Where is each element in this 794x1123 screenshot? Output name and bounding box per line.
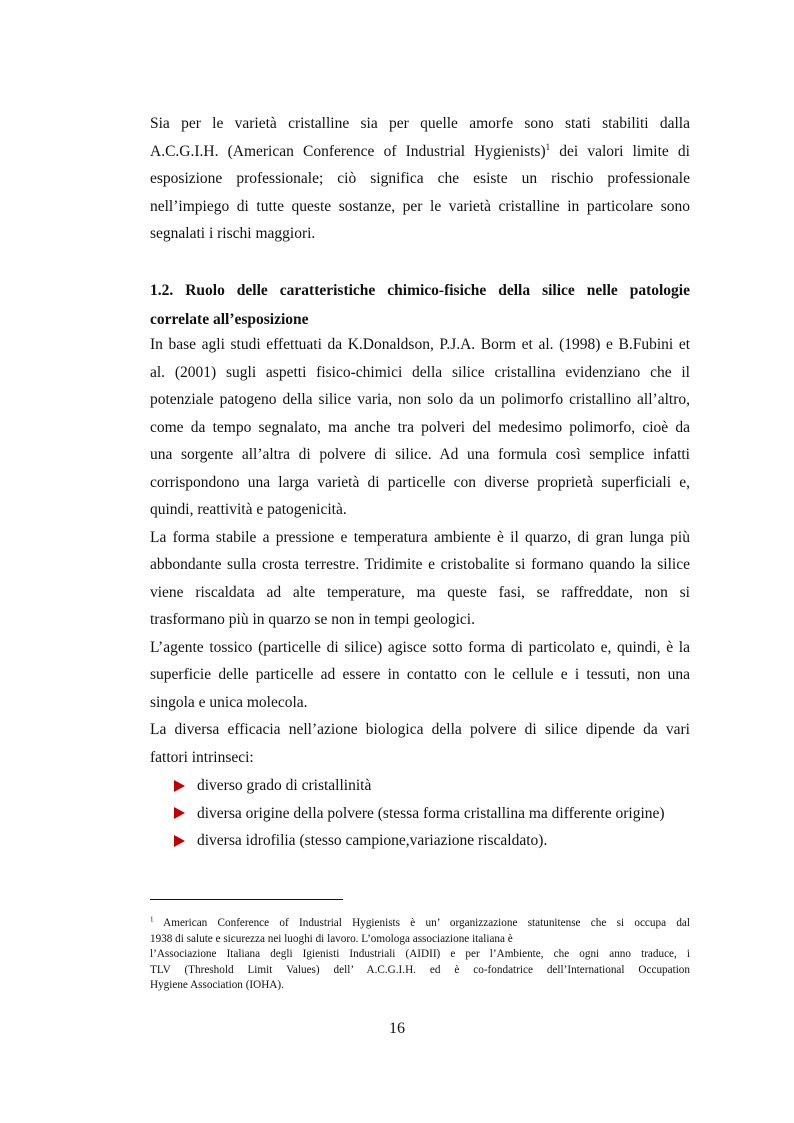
list-item-text: diversa origine della polvere (stessa forma cristallina ma differente origine) — [197, 804, 665, 822]
body-line: viene riscaldata ad alte temperature, ma queste fasi, se raffreddate, non si — [150, 583, 690, 601]
footnote-separator — [150, 899, 343, 900]
footnote-line: 1938 di salute e sicurezza nei luoghi di lavoro. L’omologa associazione italiana è — [150, 932, 513, 945]
list-item — [174, 827, 665, 855]
list-item-text: diversa idrofilia (stesso campione,variazione riscaldato). — [197, 832, 548, 849]
intro-line: Sia per le varietà cristalline sia per quelle amorfe sono stati stabiliti dalla — [150, 115, 690, 132]
body-line: trasformano più in quarzo se non in tempi geologici. — [150, 611, 475, 628]
footnote-line: TLV (Threshold Limit Values) dell’ A.C.G.I.H. ed è co-fondatrice dell’International Occupation — [150, 963, 690, 976]
bullet-list — [174, 772, 665, 855]
body-line: fattori intrinseci: — [150, 748, 254, 766]
body-line: come da tempo segnalato, ma anche tra polveri del medesimo polimorfo, cioè da — [150, 418, 690, 436]
body-line: corrispondono una larga varietà di particelle con diverse proprietà superficiali e, — [150, 473, 690, 491]
footnote — [150, 916, 690, 994]
list-item — [174, 772, 665, 800]
body-line: potenziale patogeno della silice varia, non solo da un polimorfo cristallino all’altro, — [150, 391, 690, 408]
body-line: abbondante sulla crosta terrestre. Tridimite e cristobalite si formano quando la silice — [150, 556, 690, 573]
body-line: al. (2001) sugli aspetti fisico-chimici della silice cristallina evidenziano che il — [150, 363, 690, 381]
body-line: La forma stabile a pressione e temperatura ambiente è il quarzo, di gran lunga più — [150, 528, 690, 546]
intro-line — [150, 138, 690, 166]
body-line: quindi, reattività e patogenicità. — [150, 501, 347, 518]
body-line: singola e unica molecola. — [150, 693, 308, 711]
body-text — [150, 331, 690, 771]
page-number: 16 — [389, 1020, 405, 1037]
footnote-reference: 1 — [545, 141, 551, 152]
list-item — [174, 800, 665, 828]
section-heading — [150, 276, 690, 334]
intro-paragraph — [150, 110, 690, 248]
section-heading-line: correlate all’esposizione — [150, 311, 309, 328]
footnote-line-text: American Conference of Industrial Hygienists è un’ organizzazione statunitense che si occupa dal — [153, 917, 690, 929]
body-line: superficie delle particelle ad essere in contatto con le cellule e i tessuti, non una — [150, 666, 690, 683]
intro-line: nell’impiego di tutte queste sostanze, per le varietà cristalline in particolare sono — [150, 197, 690, 215]
arrow-bullet-icon — [174, 780, 185, 792]
section-heading-line: 1.2. Ruolo delle caratteristiche chimico-fisiche della silice nelle patologie — [150, 282, 690, 299]
body-line: una sorgente all’altra di polvere di silice. Ad una formula così semplice infatti — [150, 446, 690, 463]
body-line: La diversa efficacia nell’azione biologica della polvere di silice dipende da vari — [150, 721, 690, 738]
footnote-line: Hygiene Association (IOHA). — [150, 979, 284, 992]
intro-line-text: A.C.G.I.H. (American Conference of Industrial Hygienists) — [150, 142, 546, 160]
footnote-marker: 1 — [150, 915, 154, 924]
list-item-text: diverso grado di cristallinità — [197, 777, 372, 794]
footnote-line — [150, 916, 690, 932]
footnote-line: l’Associazione Italiana degli Igienisti Industriali (AIDII) e per l’Ambiente, che ogni anno traduce, i — [150, 948, 690, 961]
arrow-bullet-icon — [174, 807, 185, 819]
body-line: In base agli studi effettuati da K.Donaldson, P.J.A. Borm et al. (1998) e B.Fubini et — [150, 336, 690, 353]
arrow-bullet-icon — [174, 835, 185, 847]
intro-line: esposizione professionale; ciò significa che esiste un rischio professionale — [150, 170, 690, 187]
body-line: L’agente tossico (particelle di silice) agisce sotto forma di particolato e, quindi, è la — [150, 638, 690, 656]
intro-line: segnalati i rischi maggiori. — [150, 225, 316, 242]
intro-line-text: dei valori limite di — [550, 142, 690, 160]
